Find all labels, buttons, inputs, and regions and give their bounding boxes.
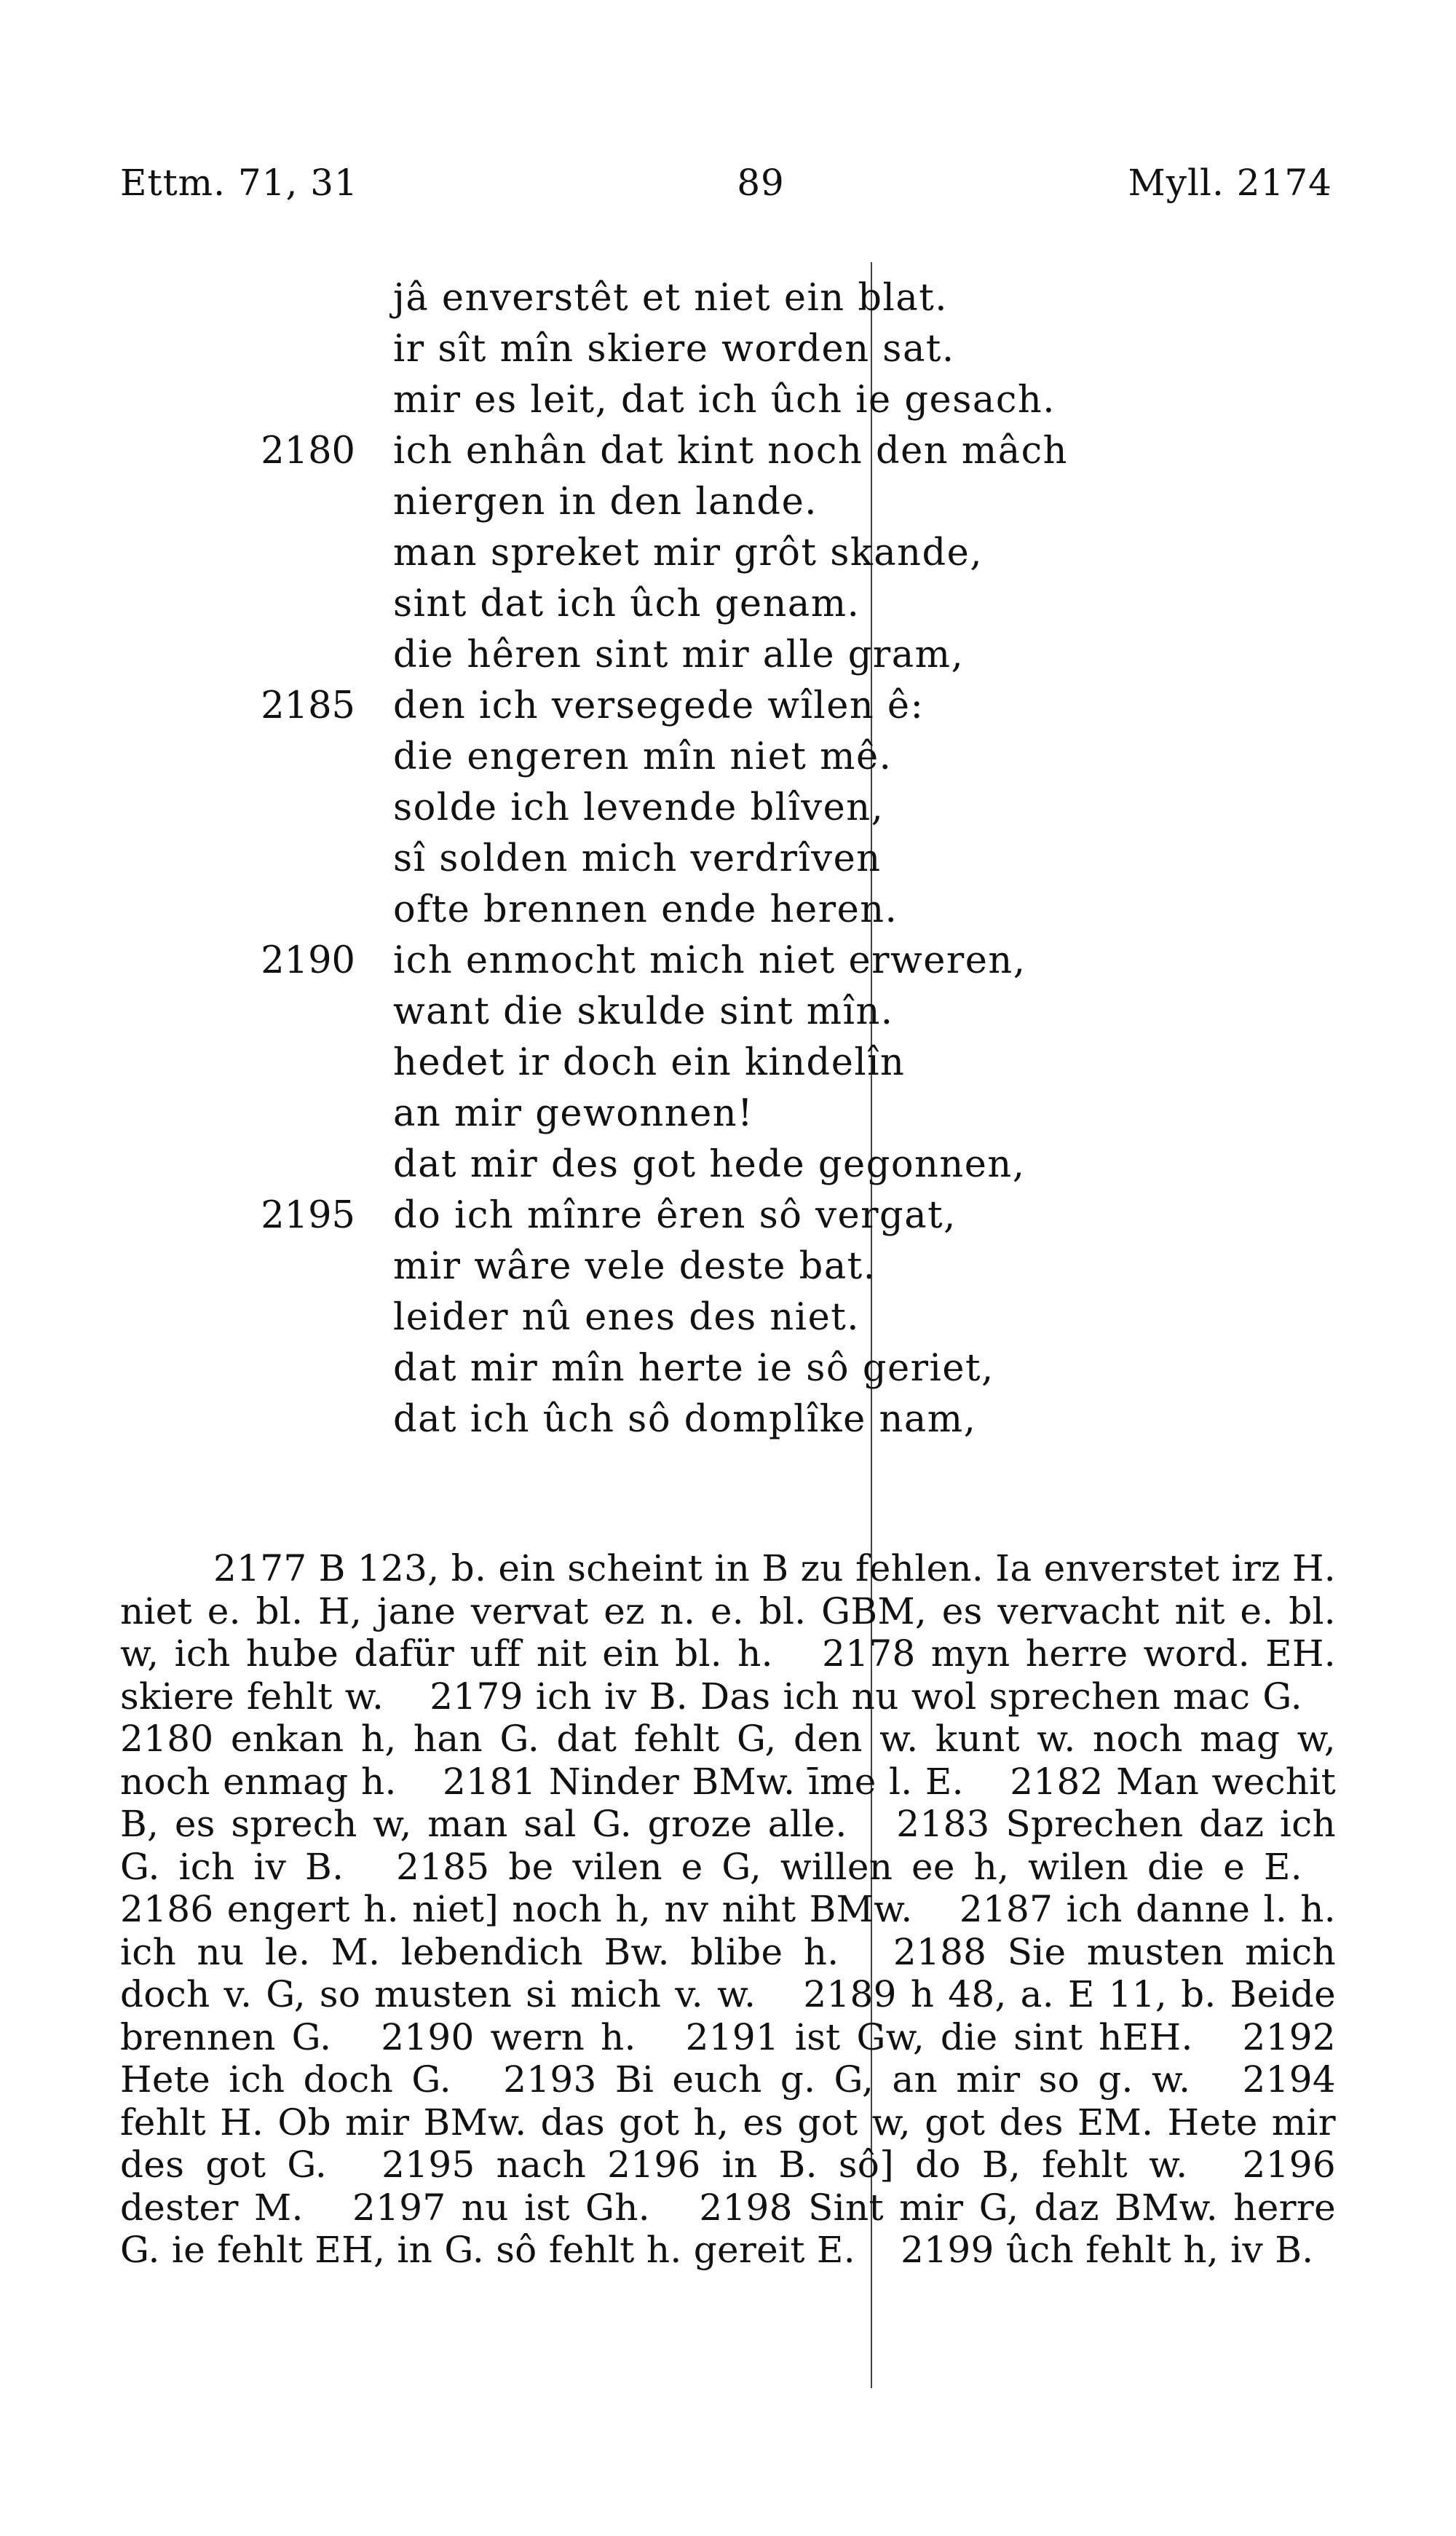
apparatus-note: 2194 fehlt H. Ob mir BMw. das got h, es got w, got des EM. Hete mir des got G. <box>120 2058 1336 2186</box>
line-number <box>232 630 355 681</box>
apparatus-note: 2199 ûch fehlt h, iv B. <box>901 2229 1314 2271</box>
line-number <box>232 732 355 783</box>
verse-line: mir es leit, dat ich ûch ie gesach. <box>393 379 1056 422</box>
line-number <box>232 477 355 528</box>
verse-line: sint dat ich ûch genam. <box>393 582 860 625</box>
verse-line: niergen in den lande. <box>393 481 818 524</box>
line-number <box>232 1394 355 1445</box>
apparatus-note: 2195 nach 2196 in B. sô] do B, fehlt w. <box>381 2144 1188 2186</box>
line-number <box>232 1292 355 1343</box>
verse-line: die engeren mîn niet mê. <box>393 735 893 778</box>
apparatus-note: 2188 Sie musten mich doch v. G, so musten si mich v. w. <box>120 1930 1336 2015</box>
verse-line: want die skulde sint mîn. <box>393 990 894 1033</box>
apparatus-note: 2182 Man wechit B, es sprech w, man sal G. groze alle. <box>120 1760 1336 1845</box>
verse-line: dat ich ûch sô domplîke nam, <box>393 1398 977 1441</box>
apparatus-note: 2178 myn herre word. EH. skiere fehlt w. <box>120 1632 1337 1718</box>
verse-line: dat mir des got hede gegonnen, <box>393 1143 1026 1186</box>
verse-line: sî solden mich verdrîven <box>393 837 882 880</box>
apparatus-note: 2191 ist Gw, die sint hEH. <box>685 2015 1193 2058</box>
running-header <box>120 162 1332 213</box>
apparatus-note: 2187 ich danne l. h. ich nu le. M. lebendich Bw. blibe h. <box>120 1888 1337 1973</box>
verse-line: ich enmocht mich niet erweren, <box>393 939 1026 982</box>
line-number <box>232 783 355 834</box>
apparatus-note: 2192 Hete ich doch G. <box>120 2015 1336 2101</box>
verse-line: dat mir mîn herte ie sô geriet, <box>393 1347 994 1390</box>
line-number <box>232 1038 355 1089</box>
apparatus-note: 2183 Sprechen daz ich G. ich iv B. <box>120 1803 1336 1888</box>
apparatus-note: 2193 Bi euch g. G, an mir so g. w. <box>503 2058 1191 2101</box>
line-number <box>232 1343 355 1394</box>
header-right-reference: Myll. 2174 <box>1128 162 1332 204</box>
verse-line: ich enhân dat kint noch den mâch <box>393 430 1069 473</box>
line-number <box>232 528 355 579</box>
verse-line: man spreket mir grôt skande, <box>393 532 984 574</box>
apparatus-note: 2198 Sint mir G, daz BMw. herre G. ie fehlt EH, in G. sô fehlt h. gereit E. <box>120 2186 1336 2271</box>
line-number: 2185 <box>261 684 355 727</box>
line-number <box>232 579 355 630</box>
line-number <box>232 885 355 936</box>
verse-line: an mir gewonnen! <box>393 1092 754 1135</box>
page-number: 89 <box>737 162 785 204</box>
verse-line: mir wâre vele deste bat. <box>393 1245 877 1288</box>
apparatus-note: 2196 dester M. <box>120 2144 1336 2229</box>
line-number <box>232 1241 355 1292</box>
verse-line: den ich versegede wîlen ê: <box>393 684 925 727</box>
verse-line: jâ enverstêt et niet ein blat. <box>393 277 948 320</box>
line-number: 2190 <box>261 939 355 982</box>
apparatus-paragraph <box>120 1547 1336 2272</box>
apparatus-note: 2197 nu ist Gh. <box>352 2186 650 2229</box>
line-number <box>232 375 355 426</box>
line-number <box>232 324 355 375</box>
verse-line: ofte brennen ende heren. <box>393 888 898 931</box>
line-number <box>232 1139 355 1190</box>
critical-apparatus <box>120 1547 1336 2272</box>
verse-line: hedet ir doch ein kindelîn <box>393 1041 906 1084</box>
apparatus-note: 2190 wern h. <box>381 2015 636 2058</box>
verse-line: leider nû enes des niet. <box>393 1296 860 1339</box>
apparatus-note: 2186 engert h. niet] noch h, nv niht BMw. <box>120 1888 913 1930</box>
apparatus-note: 2179 ich iv B. Das ich nu wol sprechen mac G. <box>430 1675 1303 1718</box>
line-number <box>232 273 355 324</box>
apparatus-note: 2177 B 123, b. ein scheint in B zu fehlen. Ia enverstet irz H. niet e. bl. H, jane vervat ez n. e. bl. GBM, es vervacht nit e. bl. w, ich hube dafür uff nit ein bl. h. <box>120 1547 1336 1675</box>
line-number <box>232 834 355 885</box>
apparatus-note: 2189 h 48, a. E 11, b. Beide brennen G. <box>120 1973 1336 2058</box>
line-number: 2180 <box>261 430 355 473</box>
apparatus-note: 2180 enkan h, han G. dat fehlt G, den w. kunt w. noch mag w, noch enmag h. <box>120 1718 1336 1803</box>
apparatus-note: 2181 Ninder BMw. īme l. E. <box>443 1760 964 1803</box>
line-number: 2195 <box>261 1194 355 1237</box>
verse-line: die hêren sint mir alle gram, <box>393 633 965 676</box>
verse-line: ir sît mîn skiere worden sat. <box>393 328 955 371</box>
header-left-reference: Ettm. 71, 31 <box>120 162 358 204</box>
line-number <box>232 1089 355 1139</box>
line-number <box>232 987 355 1038</box>
verse-line: solde ich levende blîven, <box>393 786 885 829</box>
apparatus-note: 2185 be vilen e G, willen ee h, wilen die e E. <box>396 1845 1302 1888</box>
verse-line: do ich mînre êren sô vergat, <box>393 1194 957 1237</box>
